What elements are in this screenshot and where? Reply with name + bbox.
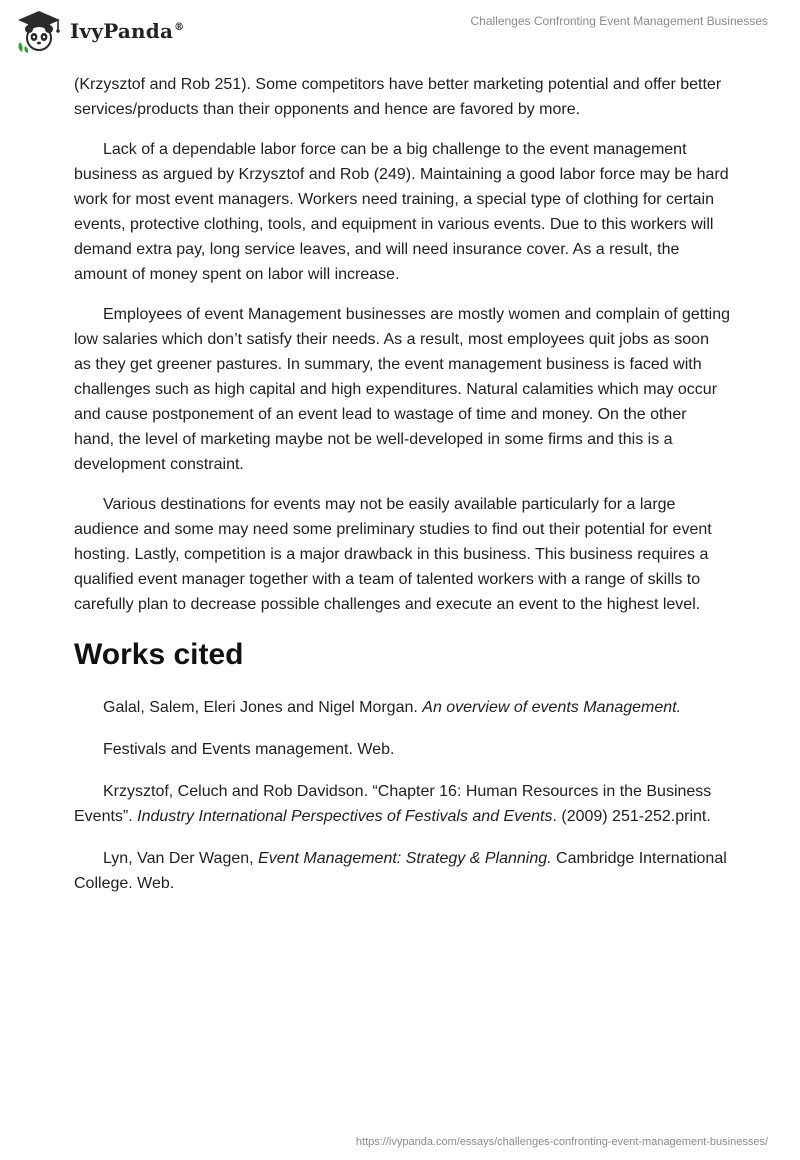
works-cited-heading: Works cited (74, 638, 244, 671)
page-header (0, 0, 800, 62)
paragraph: Various destinations for events may not be easily available particularly for a large audience and some may need some preliminary studies to find out their potential for event hosting. Lastly, competition is a major drawback in this business. This business requires a qualified event manager together with a team of talented workers with a range of skills to carefully plan to decrease possible challenges and execute an event to the highest level. (74, 496, 712, 613)
paragraph: Lack of a dependable labor force can be a big challenge to the event management business as argued by Krzysztof and Rob (249). Maintaining a good labor force may be hard work for most event managers. Workers need training, a special type of clothing for certain events, protective clothing, tools, and equipment in various events. Due to this workers will demand extra pay, long service leaves, and will need insurance cover. As a result, the amount of money spent on labor will increase. (74, 141, 729, 283)
brand-name: IvyPanda® (70, 19, 185, 43)
citation-entry: Lyn, Van Der Wagen, Event Management: Strategy & Planning. Cambridge International College. Web. (74, 850, 727, 892)
citation-title: Industry International Perspectives of Festivals and Events (137, 808, 553, 825)
citation-entry: Festivals and Events management. Web. (103, 741, 395, 758)
document-title: Challenges Confronting Event Management Businesses (470, 14, 768, 28)
citation-title: Event Management: Strategy & Planning. (258, 850, 552, 867)
paragraph: Employees of event Management businesses are mostly women and complain of getting low salaries which don’t satisfy their needs. As a result, most employees quit jobs as soon as they get greener pastures. In summary, the event management business is faced with challenges such as high capital and high expenditures. Natural calamities which may occur and cause postponement of an event lead to wastage of time and money. On the other hand, the level of marketing maybe not be well-developed in some firms and this is a development constraint. (74, 306, 731, 473)
citation-entry: Galal, Salem, Eleri Jones and Nigel Morgan. An overview of events Management. (103, 699, 682, 716)
trademark-symbol: ® (174, 22, 185, 34)
panda-graduate-icon (14, 8, 64, 54)
ivypanda-logo[interactable] (14, 8, 184, 54)
citation-title: An overview of events Management. (422, 699, 682, 716)
paragraph-continued: (Krzysztof and Rob 251). Some competitors have better marketing potential and offer better services/products than their opponents and hence are favored by more. (74, 76, 722, 118)
essay-content (74, 72, 730, 913)
citation-entry: Krzysztof, Celuch and Rob Davidson. “Chapter 16: Human Resources in the Business Events”. Industry International Perspectives of Festivals and Events. (2009) 251-252.print. (74, 783, 712, 825)
source-url-link[interactable]: https://ivypanda.com/essays/challenges-confronting-event-management-businesses/ (355, 1136, 768, 1148)
